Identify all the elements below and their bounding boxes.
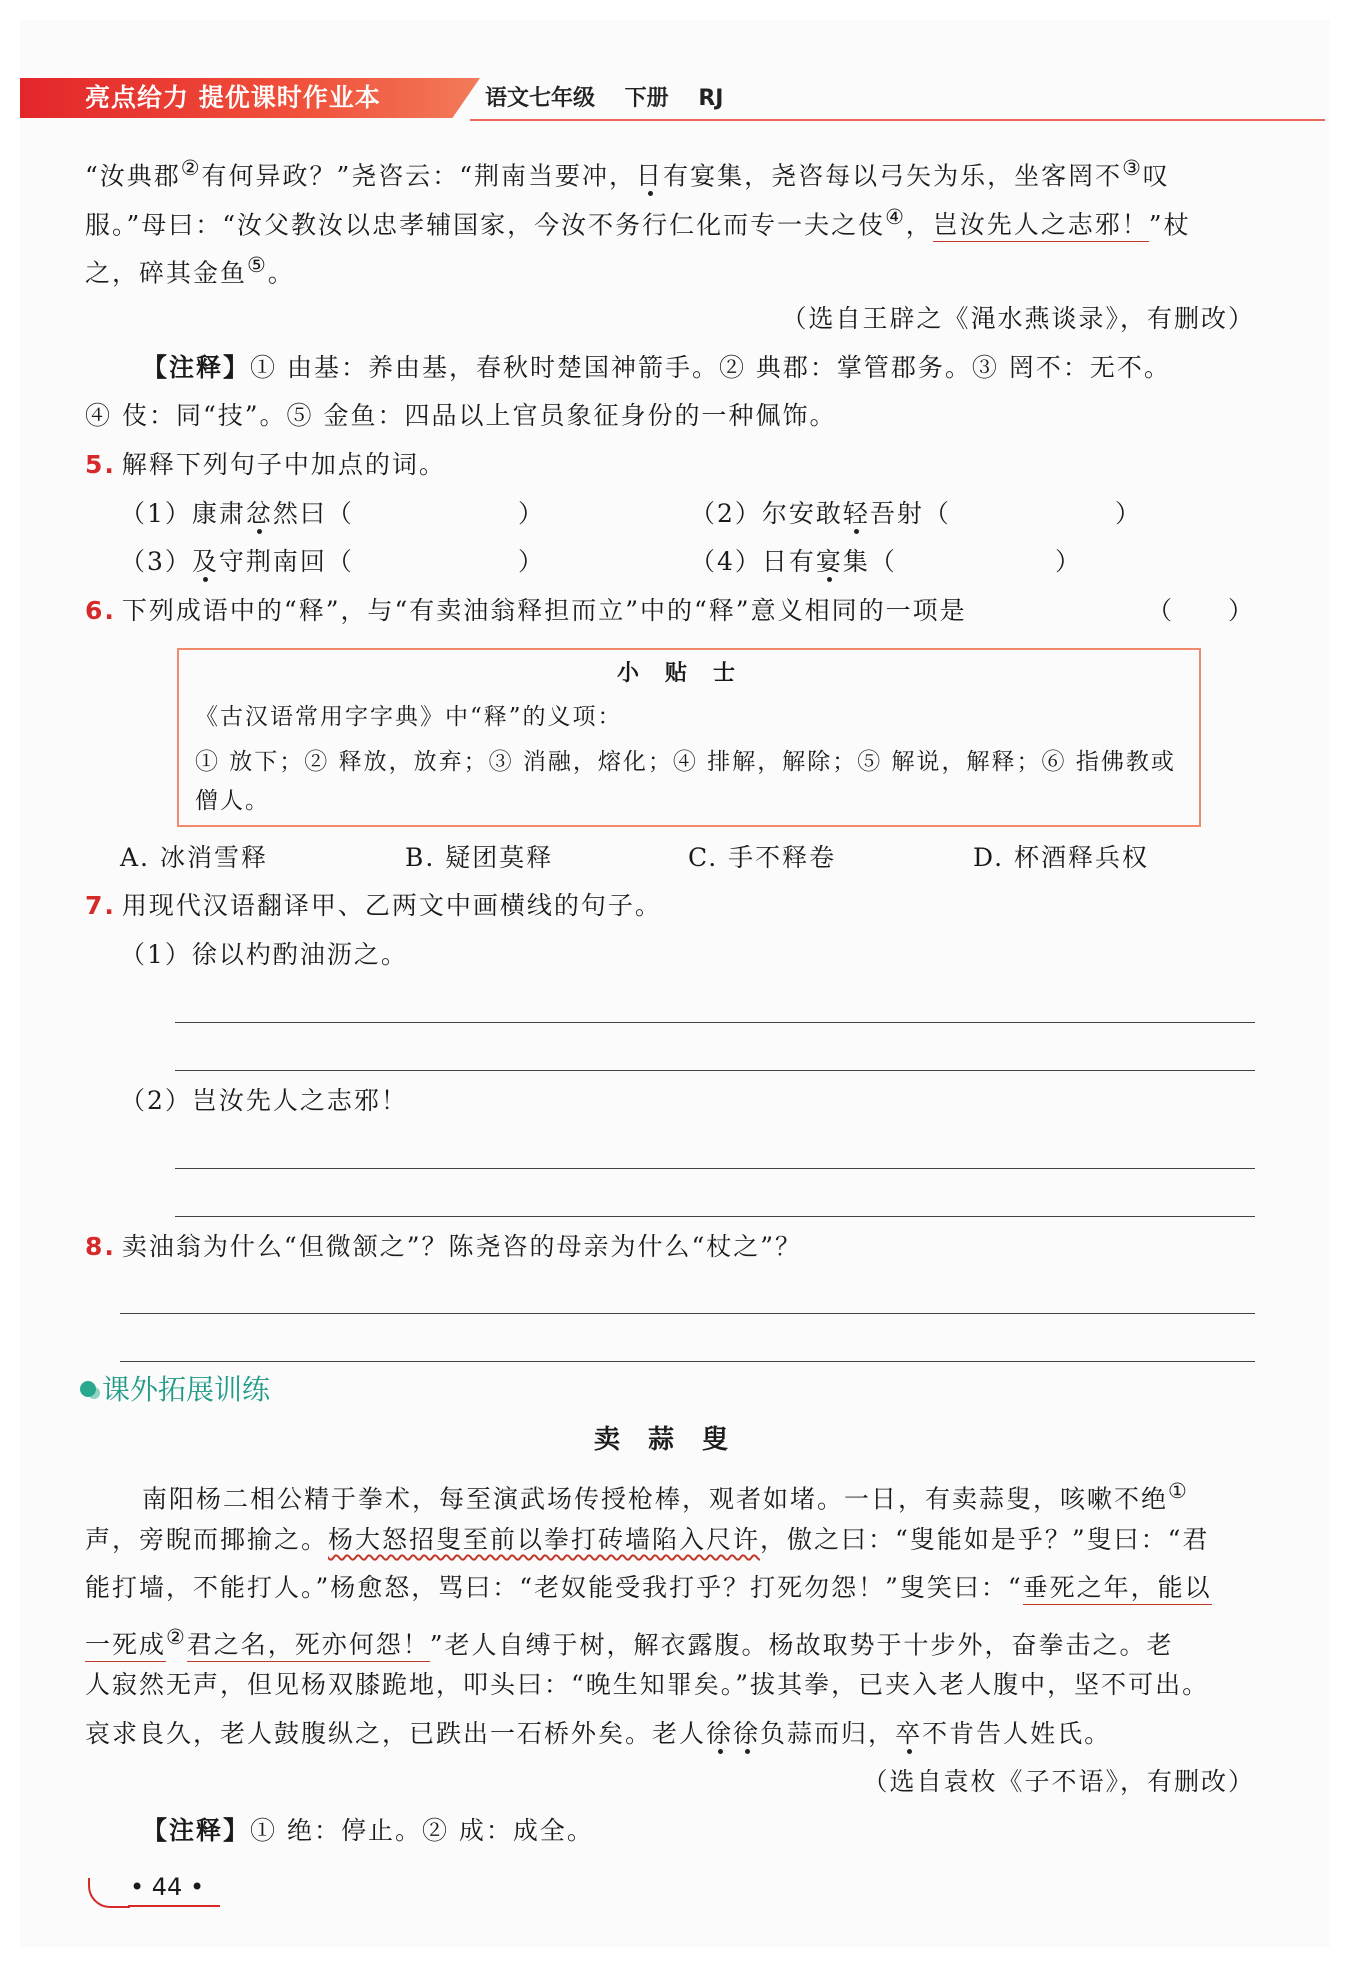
- q5-item-1: （1）康肃忿然曰（: [120, 499, 354, 528]
- answer-line[interactable]: [175, 1070, 1255, 1071]
- story-notes: 【注释】① 绝：停止。② 成：成全。: [142, 1816, 594, 1845]
- answer-line[interactable]: [120, 1361, 1255, 1362]
- answer-line[interactable]: [175, 1168, 1255, 1169]
- dotted-char: 日: [636, 161, 664, 191]
- q6-option-d: D. 杯酒释兵权: [973, 843, 1150, 872]
- q5-item-2: （2）尔安敢轻吾射（: [690, 499, 951, 528]
- q7-sentence-2: （2）岂汝先人之志邪！: [120, 1086, 408, 1115]
- q7-sentence-1: （1）徐以杓酌油沥之。: [120, 940, 408, 969]
- passage-notes-1: 【注释】① 由基：养由基，春秋时楚国神箭手。② 典郡：掌管郡务。③ 罔不：无不。: [142, 353, 1171, 382]
- q6-option-a: A. 冰消雪释: [120, 843, 268, 872]
- story-line-2: 声，旁睨而揶揄之。杨大怒招叟至前以拳打砖墙陷入尺许，傲之曰：“叟能如是乎？”叟曰：“君: [85, 1525, 1210, 1554]
- q5-item-1-close: ）: [518, 499, 546, 528]
- q6-answer-paren[interactable]: （ ）: [1146, 596, 1255, 625]
- question-5: 5. 解释下列句子中加点的词。: [85, 450, 446, 479]
- page-number-rule: [128, 1905, 220, 1907]
- q5-item-4: （4）日有宴集（: [690, 547, 897, 576]
- wavy-underlined-sentence: 杨大怒招叟至前以拳打砖墙陷入尺许: [328, 1525, 761, 1554]
- passage-source: （选自王辟之《渑水燕谈录》，有删改）: [781, 304, 1255, 333]
- story-line-1: 南阳杨二相公精于拳术，每至演武场传授枪棒，观者如堵。一日，有卖蒜叟，咳嗽不绝①: [142, 1479, 1189, 1514]
- story-title: 卖蒜叟: [593, 1425, 756, 1455]
- answer-line[interactable]: [120, 1313, 1255, 1314]
- story-line-4: 一死成②君之名，死亦何怨！”老人自缚于树，解衣露腹。杨故取势于十步外，奋拳击之。老: [85, 1619, 1174, 1663]
- header-rule: [470, 119, 1325, 121]
- story-line-3: 能打墙，不能打人。”杨愈怒，骂曰：“老奴能受我打乎？打死勿怨！”叟笑曰：“垂死之年，能以: [85, 1570, 1212, 1606]
- q5-item-4-close: ）: [1055, 547, 1083, 576]
- q5-item-3-close: ）: [518, 547, 546, 576]
- passage-line-3: 之，碎其金鱼⑤。: [85, 253, 295, 288]
- underlined-sentence: 岂汝先人之志邪！: [933, 210, 1149, 242]
- tip-line-1: 《古汉语常用字字典》中“释”的义项：: [195, 704, 623, 730]
- underlined-sentence: 垂死之年，能以: [1023, 1573, 1212, 1605]
- tip-line-3: 僧人。: [195, 788, 270, 814]
- q6-option-c: C. 手不释卷: [688, 843, 837, 872]
- question-7: 7. 用现代汉语翻译甲、乙两文中画横线的句子。: [85, 891, 662, 920]
- question-8: 8. 卖油翁为什么“但微颔之”？陈尧咨的母亲为什么“杖之”？: [85, 1232, 803, 1261]
- answer-line[interactable]: [175, 1216, 1255, 1217]
- passage-line-2: 服。”母曰：“汝父教汝以忠孝辅国家，今汝不务行仁化而专一夫之伎④，岂汝先人之志邪！”杖: [85, 199, 1191, 243]
- answer-line[interactable]: [175, 1022, 1255, 1023]
- story-source: （选自袁枚《子不语》，有删改）: [862, 1767, 1255, 1796]
- tip-line-2: ① 放下；② 释放，放弃；③ 消融，熔化；④ 排解，解除；⑤ 解说，解释；⑥ 指佛教或: [195, 749, 1176, 775]
- q5-item-2-close: ）: [1115, 499, 1143, 528]
- passage-line-1: “汝典郡②有何异政？”尧咨云：“荆南当要冲，日有宴集，尧咨每以弓矢为乐，坐客罔不③叹: [85, 156, 1170, 191]
- question-6: 6. 下列成语中的“释”，与“有卖油翁释担而立”中的“释”意义相同的一项是: [85, 596, 967, 625]
- tip-box: [177, 648, 1201, 827]
- passage-notes-2: ④ 伎：同“技”。⑤ 金鱼：四品以上官员象征身份的一种佩饰。: [85, 401, 837, 430]
- book-subtitle: 语文七年级 下册 RJ: [485, 86, 724, 111]
- tip-title: 小贴士: [616, 661, 761, 686]
- story-line-5: 人寂然无声，但见杨双膝跪地，叩头曰：“晚生知罪矣。”拔其拳，已夹入老人腹中，坚不可出。: [85, 1670, 1210, 1699]
- book-series-title: 亮点给力 提优课时作业本: [85, 83, 381, 112]
- page-number: • 44 •: [130, 1873, 205, 1901]
- story-line-6: 哀求良久，老人鼓腹纵之，已跌出一石桥外矣。老人徐徐负蒜而归，卒不肯告人姓氏。: [85, 1719, 1112, 1748]
- section-bullet-icon: [80, 1381, 96, 1397]
- section-heading: 课外拓展训练: [80, 1370, 270, 1410]
- q6-option-b: B. 疑团莫释: [405, 843, 554, 872]
- q5-item-3: （3）及守荆南回（: [120, 547, 354, 576]
